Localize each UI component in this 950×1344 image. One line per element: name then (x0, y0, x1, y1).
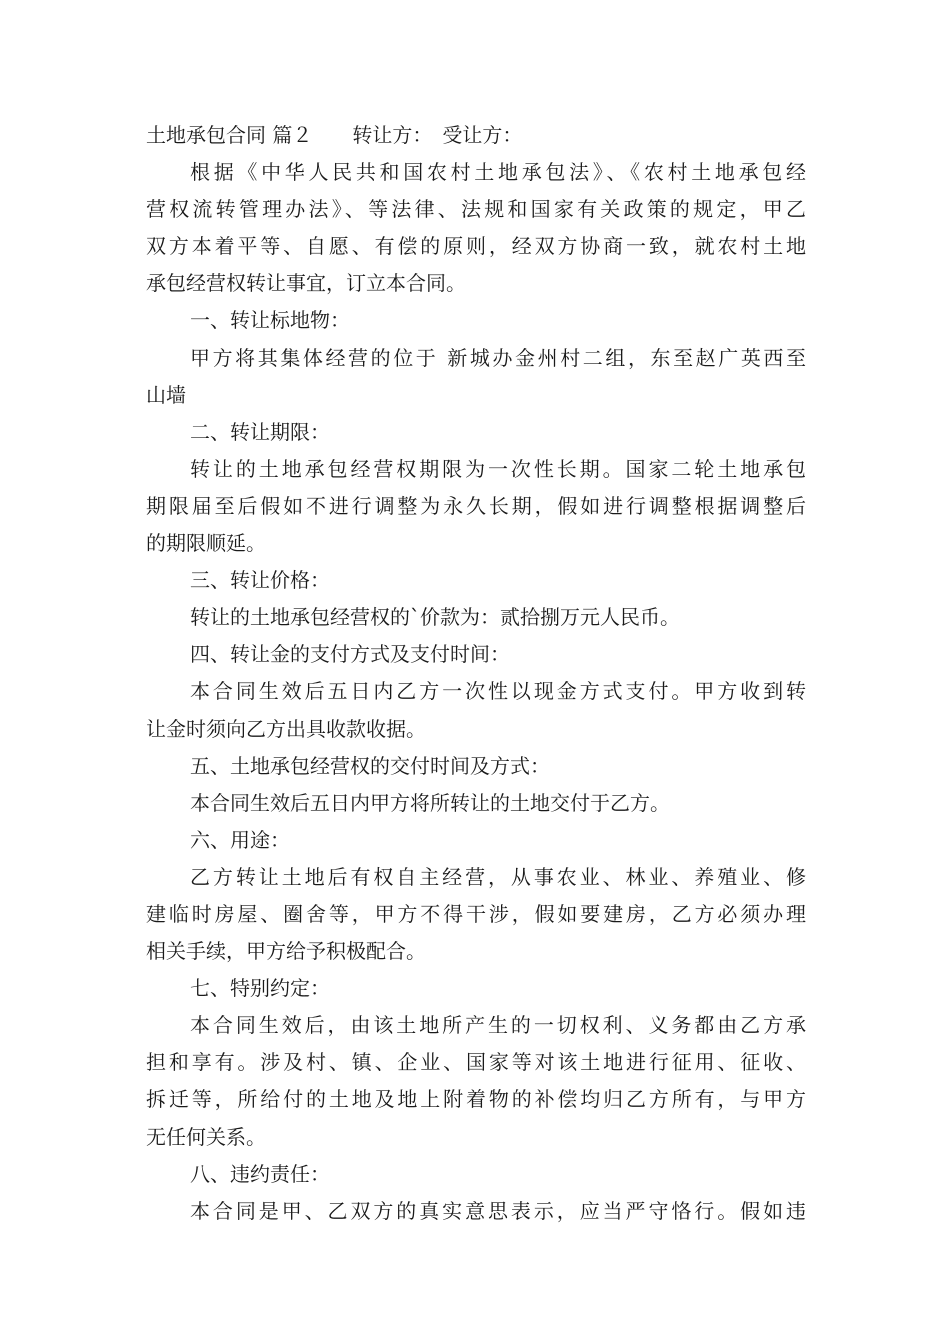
paragraph-line: 根据《中华人民共和国农村土地承包法》、《农村土地承包经 (190, 160, 806, 185)
paragraph-line: 转让的土地承包经营权期限为一次性长期。国家二轮土地承包 (190, 456, 806, 481)
section-heading: 三、转让价格： (190, 568, 330, 593)
paragraph-line: 承包经营权转让事宜，订立本合同。 (146, 271, 466, 296)
paragraph-line: 山墙 (146, 382, 186, 407)
paragraph-line: 相关手续，甲方给予积极配合。 (146, 939, 426, 964)
section-heading: 六、用途： (190, 827, 290, 852)
paragraph-line: 无任何关系。 (146, 1124, 266, 1149)
paragraph-line: 乙方转让土地后有权自主经营，从事农业、林业、养殖业、修 (190, 864, 806, 889)
section-heading: 八、违约责任： (190, 1161, 330, 1186)
paragraph-line: 担和享有。涉及村、镇、企业、国家等对该土地进行征用、征收、 (146, 1050, 806, 1075)
paragraph-line: 本合同是甲、乙双方的真实意思表示，应当严守恪行。假如违 (190, 1198, 806, 1223)
paragraph-line: 双方本着平等、自愿、有偿的原则，经双方协商一致，就农村土地 (146, 234, 806, 259)
paragraph-line: 本合同生效后五日内甲方将所转让的土地交付于乙方。 (190, 790, 670, 815)
document-header-line: 土地承包合同 篇２ 转让方： 受让方： (146, 123, 523, 147)
paragraph-line: 拆迁等，所给付的土地及地上附着物的补偿均归乙方所有，与甲方 (146, 1087, 806, 1112)
paragraph-line: 的期限顺延。 (146, 531, 266, 556)
paragraph-line: 期限届至后假如不进行调整为永久长期，假如进行调整根据调整后 (146, 493, 806, 518)
section-heading: 一、转让标地物： (190, 308, 350, 333)
section-heading: 二、转让期限： (190, 419, 330, 444)
section-heading: 五、土地承包经营权的交付时间及方式： (190, 753, 550, 778)
section-heading: 七、特别约定： (190, 976, 330, 1001)
contract-body (146, 117, 806, 1230)
section-heading: 四、转让金的支付方式及支付时间： (190, 642, 510, 667)
paragraph-line: 建临时房屋、圈舍等，甲方不得干涉，假如要建房，乙方必须办理 (146, 901, 806, 926)
paragraph-line: 让金时须向乙方出具收款收据。 (146, 716, 426, 741)
paragraph-line: 甲方将其集体经营的位于 新城办金州村二组，东至赵广英西至 (190, 345, 806, 370)
paragraph-line: 营权流转管理办法》、等法律、法规和国家有关政策的规定，甲乙 (146, 197, 806, 222)
paragraph-line: 本合同生效后，由该土地所产生的一切权利、义务都由乙方承 (190, 1013, 806, 1038)
paragraph-line: 本合同生效后五日内乙方一次性以现金方式支付。甲方收到转 (190, 679, 806, 704)
paragraph-line: 转让的土地承包经营权的`价款为：贰拾捌万元人民币。 (190, 605, 680, 630)
